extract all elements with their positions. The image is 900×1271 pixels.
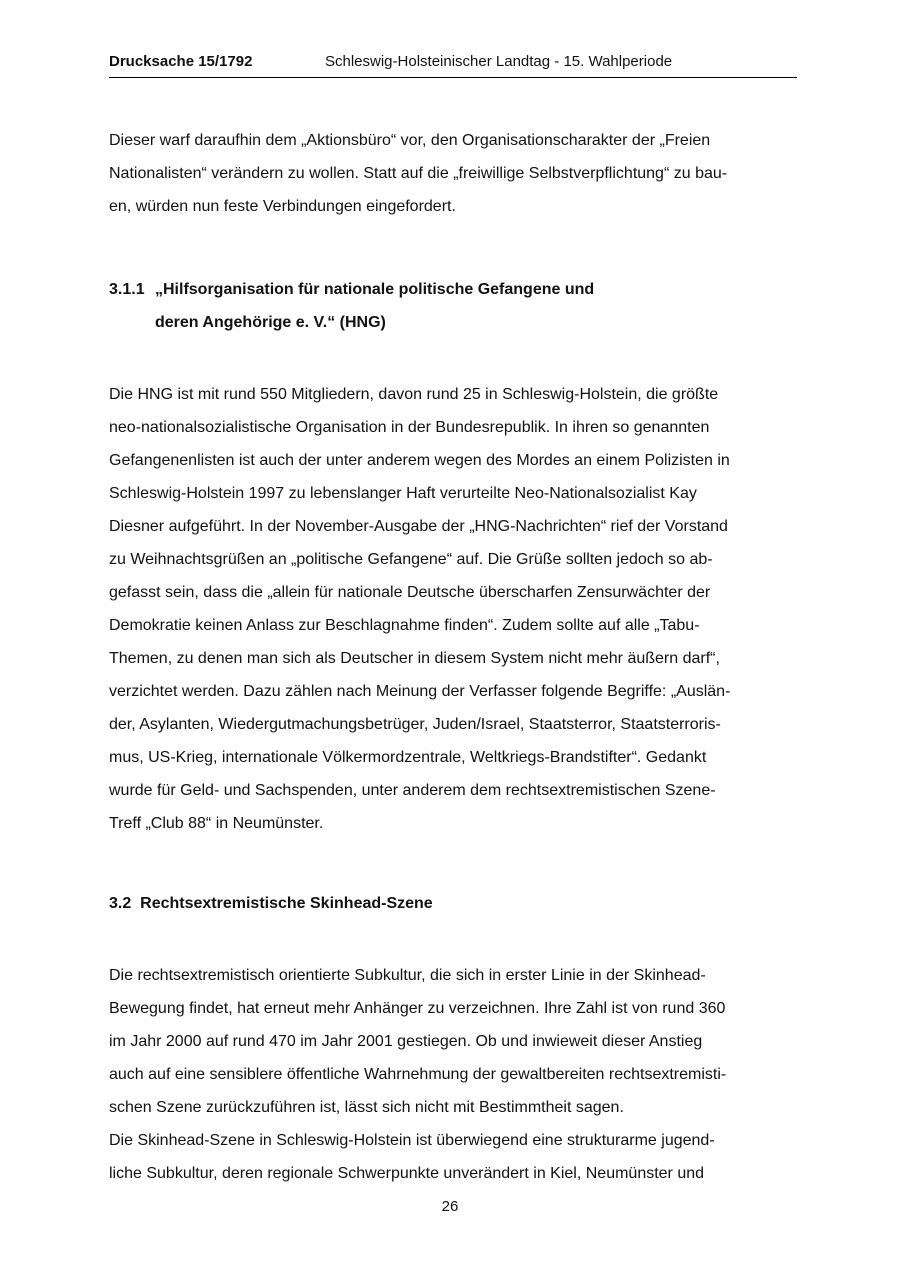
document-number: Drucksache 15/1792 bbox=[109, 53, 253, 70]
text-line: Themen, zu denen man sich als Deutscher in diesem System nicht mehr äußern darf“, bbox=[109, 650, 720, 667]
paragraph-hng bbox=[109, 378, 797, 840]
text-line: schen Szene zurückzuführen ist, lässt sich nicht mit Bestimmtheit sagen. bbox=[109, 1099, 624, 1116]
text-line: der, Asylanten, Wiedergutmachungsbetrüger, Juden/Israel, Staatsterror, Staatsterroris- bbox=[109, 716, 721, 733]
text-line: Die HNG ist mit rund 550 Mitgliedern, davon rund 25 in Schleswig-Holstein, die größte bbox=[109, 386, 719, 403]
text-line: zu Weihnachtsgrüßen an „politische Gefangene“ auf. Die Grüße sollten jedoch so ab- bbox=[109, 551, 713, 568]
page-number: 26 bbox=[441, 1198, 459, 1215]
header-title: Schleswig-Holsteinischer Landtag - 15. Wahlperiode bbox=[325, 53, 673, 70]
text-line: wurde für Geld- und Sachspenden, unter anderem dem rechtsextremistischen Szene- bbox=[109, 782, 716, 799]
section-title: Rechtsextremistische Skinhead-Szene bbox=[140, 895, 433, 912]
text-line: Diesner aufgeführt. In der November-Ausgabe der „HNG-Nachrichten“ rief der Vorstand bbox=[109, 518, 728, 535]
text-line: im Jahr 2000 auf rund 470 im Jahr 2001 gestiegen. Ob und inwieweit dieser Anstieg bbox=[109, 1033, 703, 1050]
section-heading-3-2 bbox=[109, 887, 433, 920]
text-line: Demokratie keinen Anlass zur Beschlagnahme finden“. Zudem sollte auf alle „Tabu- bbox=[109, 617, 700, 634]
section-heading-3-1-1 bbox=[109, 273, 594, 339]
paragraph-intro bbox=[109, 124, 797, 223]
text-line: liche Subkultur, deren regionale Schwerpunkte unverändert in Kiel, Neumünster und bbox=[109, 1165, 705, 1182]
text-line: Schleswig-Holstein 1997 zu lebenslanger Haft verurteilte Neo-Nationalsozialist Kay bbox=[109, 485, 697, 502]
section-number: 3.1.1 bbox=[109, 281, 145, 298]
text-line: neo-nationalsozialistische Organisation in der Bundesrepublik. In ihren so genannten bbox=[109, 419, 710, 436]
text-line: Die Skinhead-Szene in Schleswig-Holstein ist überwiegend eine strukturarme jugend- bbox=[109, 1132, 715, 1149]
text-line: gefasst sein, dass die „allein für nationale Deutsche überscharfen Zensurwächter der bbox=[109, 584, 711, 601]
text-line: Dieser warf daraufhin dem „Aktionsbüro“ vor, den Organisationscharakter der „Freien bbox=[109, 132, 711, 149]
section-title-line: „Hilfsorganisation für nationale politische Gefangene und bbox=[155, 281, 595, 298]
text-line: verzichtet werden. Dazu zählen nach Meinung der Verfasser folgende Begriffe: „Auslän- bbox=[109, 683, 731, 700]
paragraph-skinhead bbox=[109, 959, 797, 1190]
section-title-line: deren Angehörige e. V.“ (HNG) bbox=[155, 314, 386, 331]
text-line: Nationalisten“ verändern zu wollen. Statt auf die „freiwillige Selbstverpflichtung“ zu bau- bbox=[109, 165, 728, 182]
text-line: auch auf eine sensiblere öffentliche Wahrnehmung der gewaltbereiten rechtsextremisti- bbox=[109, 1066, 727, 1083]
text-line: Die rechtsextremistisch orientierte Subkultur, die sich in erster Linie in der Skinhead- bbox=[109, 967, 706, 984]
text-line: mus, US-Krieg, internationale Völkermordzentrale, Weltkriegs-Brandstifter“. Gedankt bbox=[109, 749, 707, 766]
page-header bbox=[109, 51, 797, 78]
text-line: Treff „Club 88“ in Neumünster. bbox=[109, 815, 324, 832]
section-number: 3.2 bbox=[109, 895, 132, 912]
text-line: Bewegung findet, hat erneut mehr Anhänger zu verzeichnen. Ihre Zahl ist von rund 360 bbox=[109, 1000, 726, 1017]
text-line: Gefangenenlisten ist auch der unter anderem wegen des Mordes an einem Polizisten in bbox=[109, 452, 730, 469]
text-line: en, würden nun feste Verbindungen eingefordert. bbox=[109, 198, 456, 215]
